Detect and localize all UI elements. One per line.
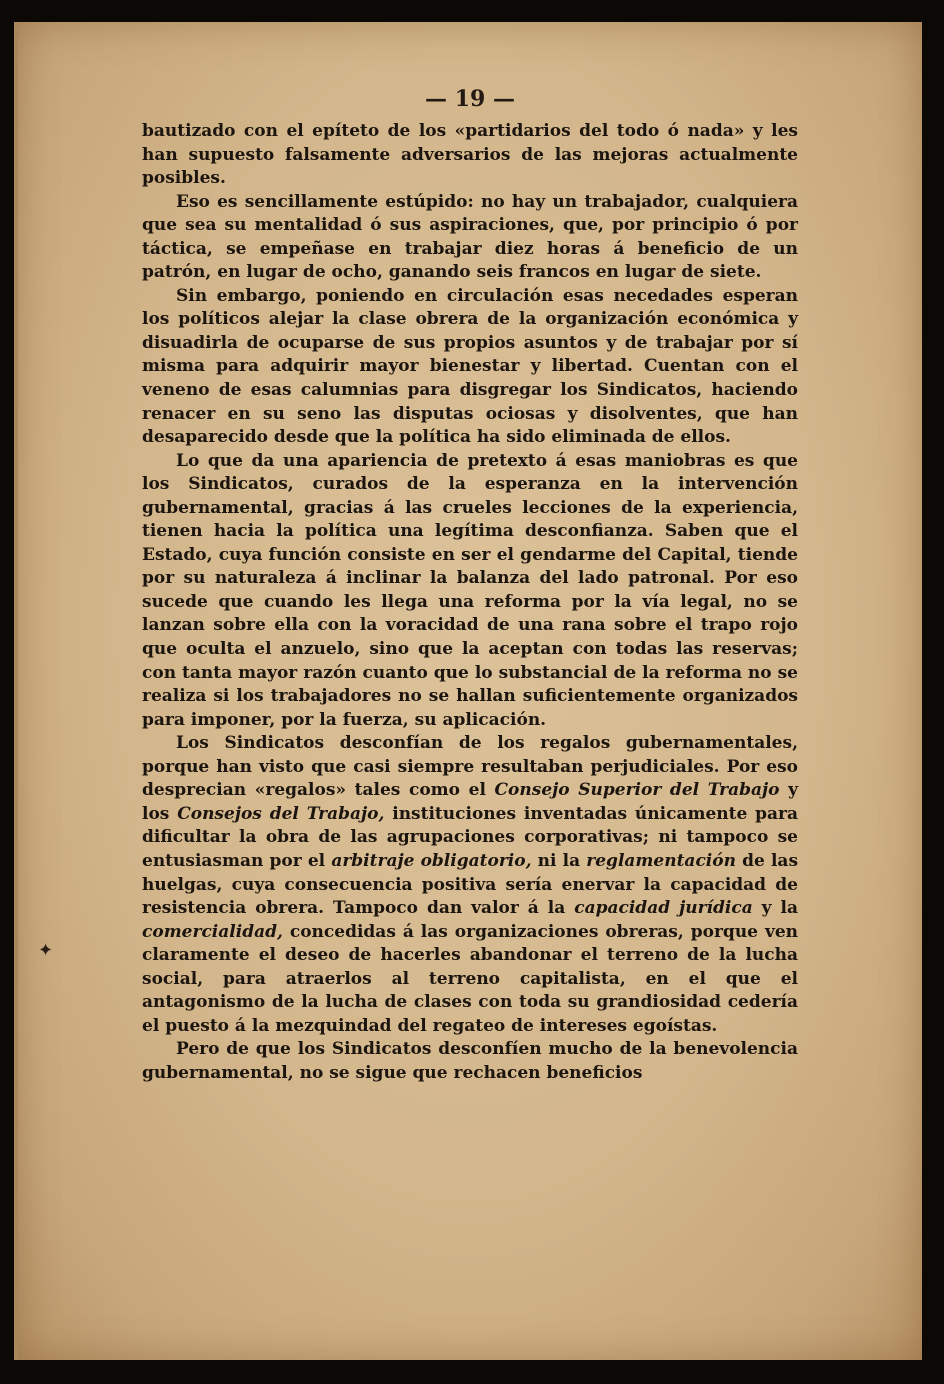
italic-text: comercialidad, (142, 921, 283, 942)
text-run: de las huelgas, cuya consecuencia positiva sería enervar la capacidad de resistencia obrera. Tampoco dan valor á la (142, 850, 799, 919)
paragraph (142, 191, 798, 285)
italic-text: Consejo Superior del Trabajo (494, 780, 780, 801)
paragraph (142, 450, 798, 733)
text-run: Lo que da una apariencia de pretexto á esas maniobras es que los Sindicatos, curados de la esperanza en la intervención gubernamental, gracias á las crueles lecciones de la experiencia, tienen hacia la política una legítima desconfianza. Saben que el Estado, cuya función consiste en ser el gendarme del Capital, tiende por su naturaleza á inclinar la balanza del lado patronal. Por eso sucede que cuando les llega una reforma por la vía legal, no se lanzan sobre ella con la voracidad de una rana sobre el trapo rojo que oculta el anzuelo, sino que la aceptan con todas las reservas; con tanta mayor razón cuanto que lo substancial de la reforma no se realiza si los trabajadores no se hallan suficientemente organizados para imponer, por la fuerza, su aplicación. (142, 450, 798, 730)
text-run: y los (142, 780, 798, 824)
page-number: — 19 — (425, 86, 515, 112)
italic-text: capacidad jurídica (574, 898, 753, 919)
text-run: Sin embargo, poniendo en circulación esas necedades esperan los políticos alejar la clase obrera de la organización económica y disuadirla de ocuparse de sus propios asuntos y de trabajar por sí misma para adquirir mayor bienestar y libertad. Cuentan con el veneno de esas calumnias para disgregar los Sindicatos, haciendo renacer en su seno las disputas ociosas y disolventes, que han desaparecido desde que la política ha sido eliminada de ellos. (142, 285, 798, 448)
text-run: Eso es sencillamente estúpido: no hay un trabajador, cualquiera que sea su mentalidad ó sus aspiraciones, que, por principio ó por táctica, se empeñase en trabajar diez horas á beneficio de un patrón, en lugar de ocho, ganando seis francos en lugar de siete. (142, 191, 798, 283)
paragraph (142, 1038, 798, 1085)
italic-text: arbitraje obligatorio, (331, 850, 532, 871)
text-run: ni la (531, 850, 587, 871)
paragraph (142, 285, 798, 450)
text-run: y la (752, 898, 799, 919)
text-run: bautizado con el epíteto de los «partidarios del todo ó nada» y les han supuesto falsamente adversarios de las mejoras actualmente posibles. (142, 121, 798, 189)
text-run: Pero de que los Sindicatos desconfíen mucho de la benevolencia gubernamental, no se sigue que rechacen beneficios (142, 1039, 798, 1083)
text-run: instituciones inventadas únicamente para dificultar la obra de las agrupaciones corporativas; ni tampoco se entusiasman por el (142, 803, 798, 871)
text-run: concedidas á las organizaciones obreras, porque ven claramente el deseo de hacerles abandonar el terreno de la lucha social, para atraerlos al terreno capitalista, en el que el antagonismo de la lucha de clases con toda su grandiosidad cedería el puesto á la mezquindad del regateo de intereses egoístas. (142, 921, 798, 1036)
body-text (142, 120, 798, 1085)
paragraph (142, 120, 798, 191)
book-page (14, 22, 922, 1360)
text-run: Los Sindicatos desconfían de los regalos gubernamentales, porque han visto que casi siempre resultaban perjudiciales. Por eso desprecian «regalos» tales como el (142, 733, 798, 801)
margin-mark: ✦ (38, 940, 54, 961)
italic-text: reglamentación (586, 850, 736, 871)
italic-text: Consejos del Trabajo, (177, 803, 385, 824)
paragraph (142, 732, 798, 1038)
